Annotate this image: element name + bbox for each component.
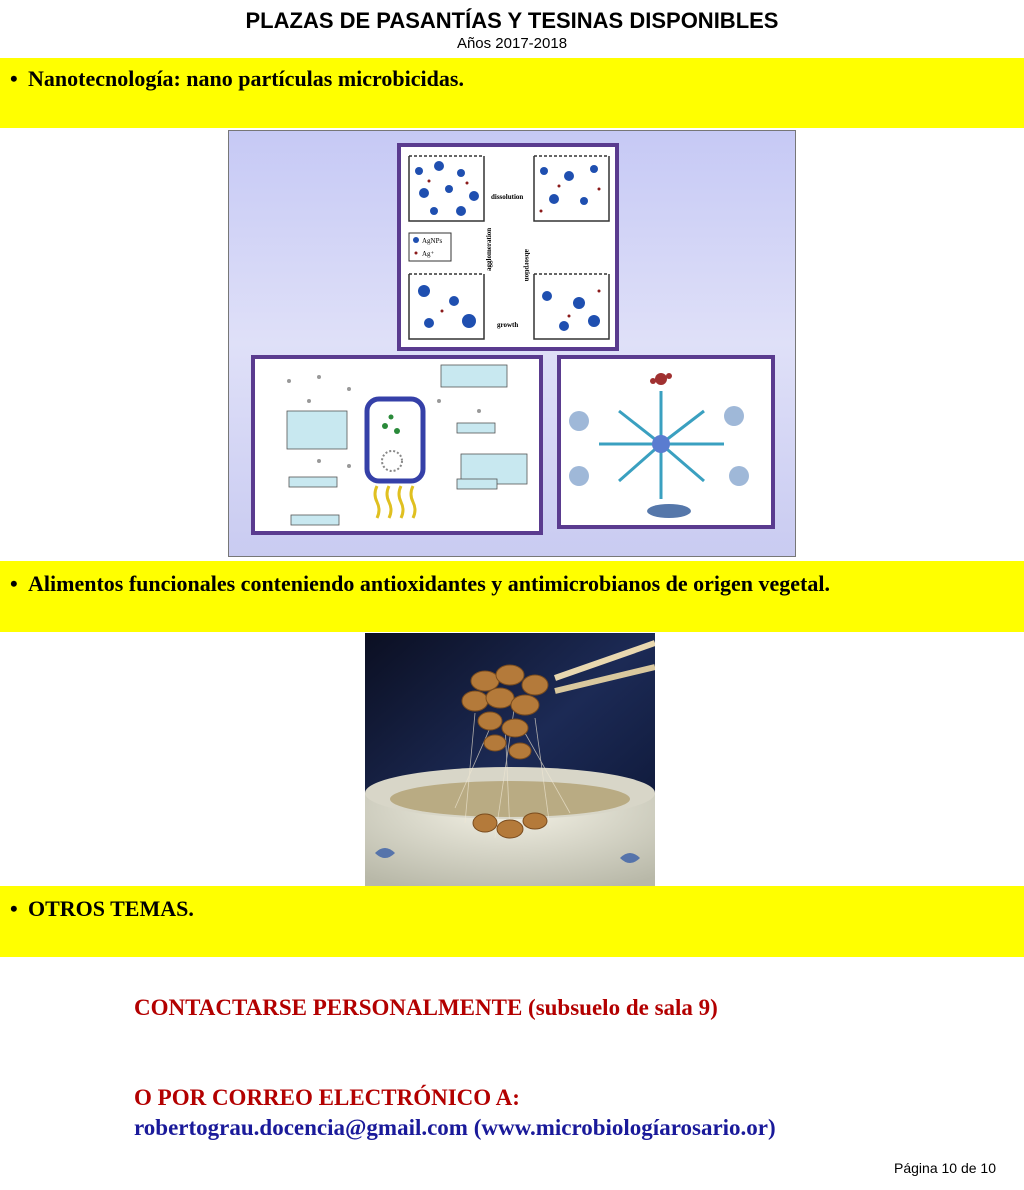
bullet-icon: •	[10, 896, 18, 921]
page-subtitle-years: Años 2017-2018	[456, 35, 568, 52]
nanoparticle-diagram	[229, 131, 795, 556]
contact-email-line	[134, 1115, 776, 1141]
nanoparticle-figure	[228, 130, 796, 557]
website-link[interactable]: (www.microbiologíarosario.or)	[473, 1115, 776, 1140]
section-heading: Nanotecnología: nano partículas microbicidas.	[28, 66, 464, 91]
svg-text:agglomeration: agglomeration	[485, 227, 493, 271]
svg-text:absorption: absorption	[523, 249, 531, 282]
svg-text:AgNPs: AgNPs	[422, 237, 443, 245]
section-heading: Alimentos funcionales conteniendo antioxidantes y antimicrobianos de origen vegetal.	[28, 571, 830, 596]
svg-text:growth: growth	[497, 321, 519, 329]
bullet-icon: •	[10, 571, 18, 596]
email-link[interactable]: robertograu.docencia@gmail.com	[134, 1115, 468, 1140]
natto-illustration	[365, 633, 655, 886]
contact-email-heading: O POR CORREO ELECTRÓNICO A:	[134, 1085, 520, 1110]
section-band-nanotecnologia	[0, 58, 1024, 128]
svg-text:dissolution: dissolution	[491, 193, 524, 201]
section-band-otros-temas	[0, 886, 1024, 957]
natto-photo	[365, 633, 655, 886]
page-title: PLAZAS DE PASANTÍAS Y TESINAS DISPONIBLES	[245, 8, 779, 33]
section-heading: OTROS TEMAS.	[28, 896, 194, 921]
section-band-alimentos	[0, 561, 1024, 632]
page-number: Página 10 de 10	[894, 1160, 996, 1176]
contact-in-person: CONTACTARSE PERSONALMENTE (subsuelo de sala 9)	[134, 995, 718, 1020]
bullet-icon: •	[10, 66, 18, 91]
svg-text:Ag⁺: Ag⁺	[422, 250, 435, 258]
